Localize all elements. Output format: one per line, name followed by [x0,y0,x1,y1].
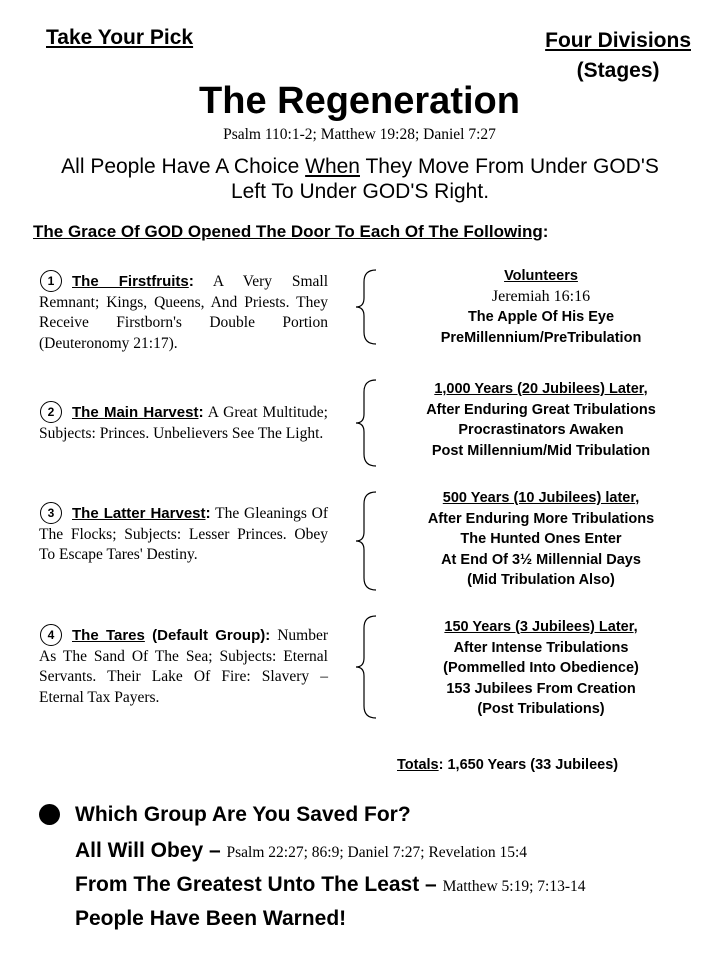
group-extra: (Default Group): [144,627,271,644]
header-left: Take Your Pick [46,26,194,49]
group-3 [39,502,328,566]
group-description: A Great Multitude; Subjects: Princes. Unbelievers See The Light. [39,404,328,442]
brace-icon [352,490,382,592]
bullet-dot-icon [39,804,60,825]
stage-heading-text: 150 Years (3 Jubilees) Later [444,619,634,635]
stage-line: Post Millennium/Mid Tribulation [431,442,651,459]
group-number-badge: 1 [40,270,62,292]
stage-line: After Intense Tribulations [453,639,629,656]
grace-heading-colon: : [542,222,549,241]
stage-line: After Enduring Great Tribulations [426,401,656,418]
totals [397,757,618,773]
header-right-line1: Four Divisions [545,29,691,52]
group-number-badge: 2 [40,401,62,423]
group-colon: : [205,505,211,522]
stage-2 [394,379,688,461]
group-name: The Main Harvest [72,404,199,421]
closing-line-2 [75,839,527,863]
stage-heading-suffix: , [633,619,638,635]
brace-icon [352,268,382,346]
group-name: The Tares [72,627,145,644]
stage-line: PreMillennium/PreTribulation [440,329,642,346]
stage-line: At End Of 3½ Millennial Days [441,551,641,568]
closing-line-2-bold: All Will Obey – [75,839,227,862]
stage-line: (Pommelled Into Obedience) [443,660,639,676]
group-description: The Gleanings Of The Flocks; Subjects: Lesser Princes. Obey To Escape Tares' Destiny. [39,505,328,563]
stage-line: (Mid Tribulation Also) [467,572,615,588]
scripture-refs: Psalm 110:1-2; Matthew 19:28; Daniel 7:27 [223,126,496,143]
group-colon: : [198,404,204,421]
group-colon: : [188,273,194,290]
tagline [60,154,660,204]
group-description: Number As The Sand Of The Sea; Subjects: Eternal Servants. Their Lake Of Fire: Slavery – Eternal Tax Payers. [39,627,329,706]
grace-heading-text: The Grace Of GOD Opened The Door To Each Of The Following [33,222,543,241]
group-4 [39,624,328,708]
totals-value: : 1,650 Years (33 Jubilees) [438,757,619,773]
stage-line: (Post Tribulations) [477,701,605,717]
tagline-before: All People Have A Choice [61,155,306,178]
closing-line-3-bold: From The Greatest Unto The Least – [75,873,443,896]
stage-4 [394,617,688,720]
closing-line-2-ref: Psalm 22:27; 86:9; Daniel 7:27; Revelation 15:4 [226,844,528,861]
stage-heading-suffix: , [643,381,648,397]
closing-line-4: People Have Been Warned! [75,907,347,930]
stage-line: Jeremiah 16:16 [491,287,591,305]
stage-3 [394,488,688,591]
brace-icon [352,378,382,468]
stage-heading-text: Volunteers [504,268,578,284]
brace-icon [352,614,382,720]
stage-heading-suffix: , [635,490,640,506]
stage-1 [394,266,688,348]
grace-heading [33,222,548,242]
header-right [545,26,691,86]
closing-line-3-ref: Matthew 5:19; 7:13-14 [442,878,586,895]
group-number-badge: 4 [40,624,62,646]
stage-heading-text: 1,000 Years (20 Jubilees) Later [434,381,644,397]
page-title-text: The Regeneration [199,80,520,122]
group-number-badge: 3 [40,502,62,524]
group-name: The Latter Harvest [72,505,206,522]
stage-heading [394,617,688,638]
tagline-emphasis: When [305,155,360,178]
closing-line-3 [75,873,586,897]
stage-heading [394,488,688,509]
stage-line: Procrastinators Awaken [458,422,624,438]
closing-question: Which Group Are You Saved For? [75,803,411,826]
stage-heading [394,379,688,400]
group-1 [39,270,328,354]
stage-heading [394,266,688,287]
stage-line: After Enduring More Tribulations [427,510,655,527]
header-right-line2: (Stages) [576,59,660,82]
tagline-after: They Move From Under GOD'S Left To Under GOD'S Right. [230,155,659,203]
stage-line: The Hunted Ones Enter [460,531,622,547]
group-2 [39,401,328,444]
group-description: A Very Small Remnant; Kings, Queens, And Priests. They Receive Firstborn's Double Portion (Deuteronomy 21:17). [39,273,329,352]
stage-heading-text: 500 Years (10 Jubilees) later [442,490,636,506]
page-title [0,80,719,123]
group-name: The Firstfruits [72,273,189,290]
stage-line: 153 Jubilees From Creation [446,680,636,697]
stage-line: The Apple Of His Eye [467,309,615,325]
totals-label: Totals [397,757,439,773]
